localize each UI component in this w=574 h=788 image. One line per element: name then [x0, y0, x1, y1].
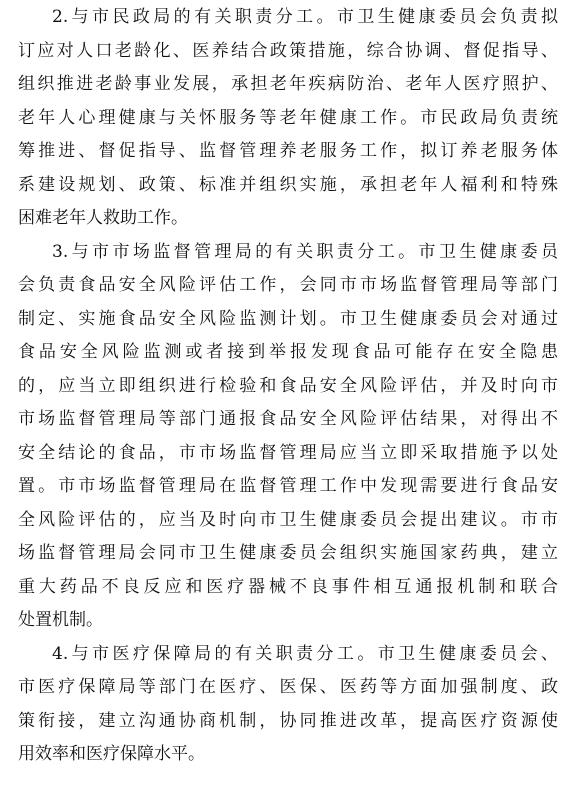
paragraph-3-line-5: 的，应当立即组织进行检验和食品安全风险评估，并及时向市: [18, 376, 558, 396]
paragraph-3-line-9: 全风险评估的，应当及时向市卫生健康委员会提出建议。市市: [18, 510, 558, 530]
paragraph-4-line-3: 策衔接，建立沟通协商机制，协同推进改革，提高医疗资源使: [18, 711, 558, 731]
paragraph-2-line-1: 2.与市民政局的有关职责分工。市卫生健康委员会负责拟: [52, 7, 558, 27]
paragraph-2-line-7: 困难老年人救助工作。: [18, 208, 188, 228]
paragraph-2-line-6: 系建设规划、政策、标准并组织实施，承担老年人福利和特殊: [18, 175, 558, 195]
paragraph-4-line-4: 用效率和医疗保障水平。: [18, 744, 205, 764]
paragraph-3-line-12: 处置机制。: [18, 610, 103, 630]
paragraph-3-line-6: 市场监督管理局等部门通报食品安全风险评估结果，对得出不: [18, 409, 558, 429]
paragraph-3-line-7: 安全结论的食品，市市场监督管理局应当立即采取措施予以处: [18, 443, 558, 463]
paragraph-4-line-1: 4.与市医疗保障局的有关职责分工。市卫生健康委员会、: [52, 644, 558, 664]
paragraph-3-line-1: 3.与市市场监督管理局的有关职责分工。市卫生健康委员: [52, 242, 558, 262]
paragraph-3-line-2: 会负责食品安全风险评估工作，会同市市场监督管理局等部门: [18, 275, 558, 295]
paragraph-3-line-3: 制定、实施食品安全风险监测计划。市卫生健康委员会对通过: [18, 309, 558, 329]
paragraph-2-line-3: 组织推进老龄事业发展，承担老年疾病防治、老年人医疗照护、: [18, 74, 558, 94]
paragraph-3-line-10: 场监督管理局会同市卫生健康委员会组织实施国家药典，建立: [18, 543, 558, 563]
paragraph-2-line-2: 订应对人口老龄化、医养结合政策措施，综合协调、督促指导、: [18, 41, 558, 61]
paragraph-2-line-5: 筹推进、督促指导、监督管理养老服务工作，拟订养老服务体: [18, 141, 558, 161]
paragraph-2-line-4: 老年人心理健康与关怀服务等老年健康工作。市民政局负责统: [18, 108, 558, 128]
paragraph-3-line-11: 重大药品不良反应和医疗器械不良事件相互通报机制和联合: [18, 577, 558, 597]
paragraph-3-line-4: 食品安全风险监测或者接到举报发现食品可能存在安全隐患: [18, 342, 558, 362]
paragraph-4-line-2: 市医疗保障局等部门在医疗、医保、医药等方面加强制度、政: [18, 677, 558, 697]
paragraph-3-line-8: 置。市市场监督管理局在监督管理工作中发现需要进行食品安: [18, 476, 558, 496]
